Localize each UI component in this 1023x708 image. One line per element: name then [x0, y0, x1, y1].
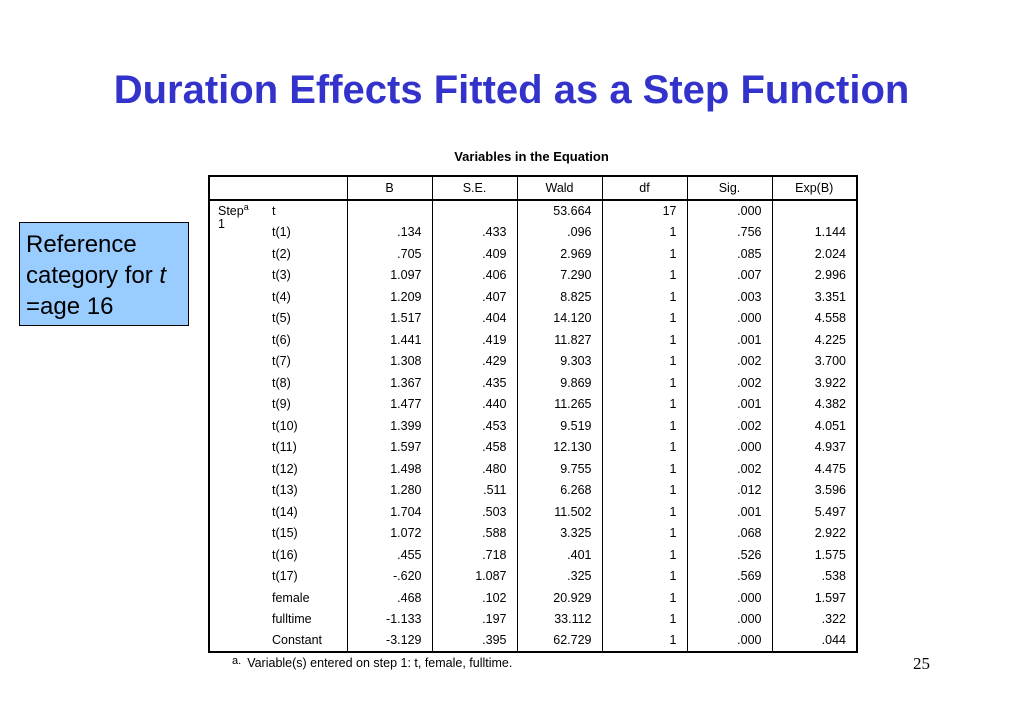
- wald-cell: 6.268: [517, 480, 602, 502]
- wald-cell: 53.664: [517, 200, 602, 222]
- b-cell: 1.367: [347, 372, 432, 394]
- header-empty-step: [209, 176, 264, 200]
- variable-name-cell: t(6): [272, 332, 291, 347]
- b-cell: .134: [347, 222, 432, 244]
- table-row: [209, 351, 857, 373]
- variable-name-cell: t(13): [272, 483, 298, 498]
- sig-cell: .002: [687, 351, 772, 373]
- df-cell: 1: [602, 437, 687, 459]
- header-se: S.E.: [432, 176, 517, 200]
- variable-name-cell: t(12): [272, 461, 298, 476]
- df-cell: 1: [602, 372, 687, 394]
- b-cell: -3.129: [347, 630, 432, 652]
- step-label-cell: [209, 200, 264, 652]
- variables-in-equation-table: [208, 175, 858, 653]
- expb-cell: 2.996: [772, 265, 857, 287]
- se-cell: .395: [432, 630, 517, 652]
- df-cell: 1: [602, 501, 687, 523]
- sig-cell: .002: [687, 415, 772, 437]
- expb-cell: 1.597: [772, 587, 857, 609]
- expb-cell: [772, 200, 857, 222]
- df-cell: 1: [602, 243, 687, 265]
- se-cell: .503: [432, 501, 517, 523]
- table-row: [209, 372, 857, 394]
- table-row: [209, 222, 857, 244]
- table-footnote: [232, 656, 512, 670]
- wald-cell: 62.729: [517, 630, 602, 652]
- callout-variable: t: [159, 262, 167, 289]
- variable-name-cell: Constant: [264, 630, 347, 652]
- table-row: [209, 265, 857, 287]
- wald-cell: 12.130: [517, 437, 602, 459]
- wald-cell: 9.519: [517, 415, 602, 437]
- variable-name-cell: t(1): [272, 225, 291, 240]
- expb-cell: 1.575: [772, 544, 857, 566]
- b-cell: [347, 200, 432, 222]
- expb-cell: 5.497: [772, 501, 857, 523]
- expb-cell: 4.558: [772, 308, 857, 330]
- variable-name-cell: t(5): [272, 311, 291, 326]
- expb-cell: 3.351: [772, 286, 857, 308]
- wald-cell: 7.290: [517, 265, 602, 287]
- df-cell: 1: [602, 523, 687, 545]
- table-row: [209, 394, 857, 416]
- se-cell: .718: [432, 544, 517, 566]
- expb-cell: 3.596: [772, 480, 857, 502]
- step-footnote-mark: a: [243, 202, 249, 212]
- callout-line-1: Reference: [26, 231, 137, 258]
- se-cell: .197: [432, 609, 517, 631]
- b-cell: 1.308: [347, 351, 432, 373]
- expb-cell: 3.922: [772, 372, 857, 394]
- expb-cell: 4.937: [772, 437, 857, 459]
- callout-line-2-prefix: category for: [26, 262, 160, 289]
- table-row: [209, 308, 857, 330]
- wald-cell: 9.755: [517, 458, 602, 480]
- wald-cell: 14.120: [517, 308, 602, 330]
- se-cell: .588: [432, 523, 517, 545]
- expb-cell: 4.225: [772, 329, 857, 351]
- df-cell: 1: [602, 566, 687, 588]
- table-row: [209, 243, 857, 265]
- header-sig: Sig.: [687, 176, 772, 200]
- b-cell: 1.441: [347, 329, 432, 351]
- sig-cell: .756: [687, 222, 772, 244]
- b-cell: .705: [347, 243, 432, 265]
- slide-title: Duration Effects Fitted as a Step Function: [113, 68, 910, 112]
- sig-cell: .001: [687, 394, 772, 416]
- header-df: df: [602, 176, 687, 200]
- sig-cell: .002: [687, 372, 772, 394]
- b-cell: -.620: [347, 566, 432, 588]
- table-row: [209, 458, 857, 480]
- variable-name-cell: t(15): [272, 526, 298, 541]
- df-cell: 1: [602, 329, 687, 351]
- table-row: [209, 609, 857, 631]
- se-cell: .435: [432, 372, 517, 394]
- variable-name-cell: t(9): [272, 397, 291, 412]
- sig-cell: .007: [687, 265, 772, 287]
- table-row: [209, 630, 857, 652]
- table-row: [209, 286, 857, 308]
- sig-cell: .000: [687, 308, 772, 330]
- b-cell: 1.597: [347, 437, 432, 459]
- se-cell: 1.087: [432, 566, 517, 588]
- table-row: [209, 544, 857, 566]
- se-cell: .429: [432, 351, 517, 373]
- table-row: [209, 329, 857, 351]
- header-wald: Wald: [517, 176, 602, 200]
- se-cell: .406: [432, 265, 517, 287]
- expb-cell: 1.144: [772, 222, 857, 244]
- se-cell: .453: [432, 415, 517, 437]
- header-b: B: [347, 176, 432, 200]
- b-cell: 1.209: [347, 286, 432, 308]
- step-label: Step: [218, 204, 244, 219]
- variable-name-cell: t(11): [272, 440, 297, 455]
- sig-cell: .000: [687, 630, 772, 652]
- variable-name-cell: t(14): [272, 504, 298, 519]
- variable-name-cell: t(17): [272, 569, 298, 584]
- se-cell: .407: [432, 286, 517, 308]
- b-cell: .455: [347, 544, 432, 566]
- df-cell: 1: [602, 222, 687, 244]
- sig-cell: .003: [687, 286, 772, 308]
- table-row: [209, 523, 857, 545]
- variable-name-cell: t(4): [272, 289, 291, 304]
- se-cell: .511: [432, 480, 517, 502]
- table-title: Variables in the Equation: [454, 149, 609, 164]
- sig-cell: .526: [687, 544, 772, 566]
- wald-cell: .096: [517, 222, 602, 244]
- step-number: 1: [218, 217, 225, 232]
- wald-cell: 20.929: [517, 587, 602, 609]
- expb-cell: .322: [772, 609, 857, 631]
- page-number: 25: [913, 654, 930, 673]
- wald-cell: 9.869: [517, 372, 602, 394]
- sig-cell: .569: [687, 566, 772, 588]
- table-row: [209, 501, 857, 523]
- b-cell: 1.704: [347, 501, 432, 523]
- sig-cell: .002: [687, 458, 772, 480]
- header-empty-var: [264, 176, 347, 200]
- se-cell: .102: [432, 587, 517, 609]
- footnote-mark: a.: [232, 655, 242, 667]
- se-cell: .433: [432, 222, 517, 244]
- wald-cell: 11.265: [517, 394, 602, 416]
- df-cell: 1: [602, 630, 687, 652]
- wald-cell: 8.825: [517, 286, 602, 308]
- df-cell: 1: [602, 394, 687, 416]
- b-cell: 1.280: [347, 480, 432, 502]
- wald-cell: 33.112: [517, 609, 602, 631]
- variable-name-cell: fulltime: [272, 612, 312, 627]
- df-cell: 1: [602, 415, 687, 437]
- table-row: [209, 415, 857, 437]
- expb-cell: 4.475: [772, 458, 857, 480]
- expb-cell: 2.922: [772, 523, 857, 545]
- sig-cell: .012: [687, 480, 772, 502]
- sig-cell: .085: [687, 243, 772, 265]
- sig-cell: .068: [687, 523, 772, 545]
- df-cell: 1: [602, 609, 687, 631]
- b-cell: .468: [347, 587, 432, 609]
- reference-category-callout: [19, 222, 189, 326]
- sig-cell: .000: [687, 609, 772, 631]
- b-cell: 1.097: [347, 265, 432, 287]
- b-cell: 1.399: [347, 415, 432, 437]
- callout-line-3: =age 16: [26, 293, 114, 320]
- sig-cell: .000: [687, 587, 772, 609]
- df-cell: 17: [602, 200, 687, 222]
- se-cell: .419: [432, 329, 517, 351]
- df-cell: 1: [602, 265, 687, 287]
- variable-name-cell: t(8): [272, 375, 291, 390]
- variable-name-cell: t(10): [272, 418, 298, 433]
- table-row: [209, 587, 857, 609]
- table-row: [209, 566, 857, 588]
- expb-cell: 4.051: [772, 415, 857, 437]
- sig-cell: .000: [687, 437, 772, 459]
- df-cell: 1: [602, 286, 687, 308]
- variable-name-cell: t(7): [272, 354, 291, 369]
- expb-cell: .538: [772, 566, 857, 588]
- expb-cell: 4.382: [772, 394, 857, 416]
- se-cell: .458: [432, 437, 517, 459]
- df-cell: 1: [602, 308, 687, 330]
- variable-name-cell: t(2): [272, 246, 291, 261]
- se-cell: .440: [432, 394, 517, 416]
- df-cell: 1: [602, 351, 687, 373]
- table-row: [209, 480, 857, 502]
- b-cell: -1.133: [347, 609, 432, 631]
- se-cell: .409: [432, 243, 517, 265]
- variable-name-cell: t: [272, 204, 276, 219]
- callout-line-2: [26, 260, 182, 291]
- expb-cell: .044: [772, 630, 857, 652]
- sig-cell: .000: [687, 200, 772, 222]
- footnote-text: Variable(s) entered on step 1: t, female, fulltime.: [247, 656, 513, 670]
- wald-cell: 11.502: [517, 501, 602, 523]
- sig-cell: .001: [687, 501, 772, 523]
- df-cell: 1: [602, 480, 687, 502]
- b-cell: 1.498: [347, 458, 432, 480]
- df-cell: 1: [602, 587, 687, 609]
- wald-cell: .325: [517, 566, 602, 588]
- b-cell: 1.517: [347, 308, 432, 330]
- df-cell: 1: [602, 458, 687, 480]
- se-cell: .404: [432, 308, 517, 330]
- wald-cell: 3.325: [517, 523, 602, 545]
- se-cell: .480: [432, 458, 517, 480]
- expb-cell: 2.024: [772, 243, 857, 265]
- table-header-row: [209, 176, 857, 200]
- variable-name-cell: t(3): [272, 268, 291, 283]
- df-cell: 1: [602, 544, 687, 566]
- b-cell: 1.477: [347, 394, 432, 416]
- variable-name-cell: t(16): [272, 547, 298, 562]
- wald-cell: .401: [517, 544, 602, 566]
- table-row: [209, 437, 857, 459]
- table-row: [209, 200, 857, 222]
- header-expb: Exp(B): [772, 176, 857, 200]
- wald-cell: 11.827: [517, 329, 602, 351]
- table-body: [209, 200, 857, 652]
- b-cell: 1.072: [347, 523, 432, 545]
- wald-cell: 2.969: [517, 243, 602, 265]
- expb-cell: 3.700: [772, 351, 857, 373]
- se-cell: [432, 200, 517, 222]
- variable-name-cell: female: [272, 590, 310, 605]
- sig-cell: .001: [687, 329, 772, 351]
- wald-cell: 9.303: [517, 351, 602, 373]
